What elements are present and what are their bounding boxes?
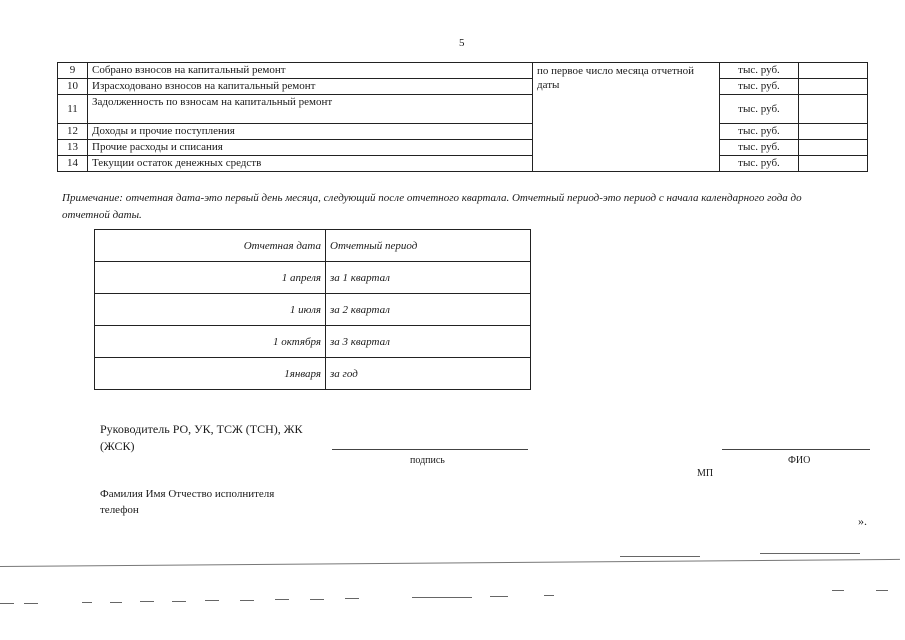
- scan-artifact-dash: [172, 601, 186, 602]
- row-number: 13: [58, 140, 88, 156]
- row-unit: тыс. руб.: [720, 63, 799, 79]
- report-period: за 2 квартал: [326, 294, 531, 326]
- report-date: 1 октября: [95, 326, 326, 358]
- row-name: Доходы и прочие поступления: [88, 124, 533, 140]
- signature-line: [332, 449, 528, 450]
- head-label-line1: Руководитель РО, УК, ТСЖ (ТСН), ЖК: [100, 422, 303, 436]
- fio-line: [722, 449, 870, 450]
- scan-artifact-dash: [832, 590, 844, 591]
- row-name: Прочие расходы и списания: [88, 140, 533, 156]
- table-row: [58, 63, 868, 79]
- report-date: 1 июля: [95, 294, 326, 326]
- scan-artifact-dash: [620, 556, 700, 557]
- row-number: 11: [58, 95, 88, 124]
- scan-artifact-dash: [544, 595, 554, 596]
- row-number: 9: [58, 63, 88, 79]
- fio-caption: ФИО: [788, 455, 811, 466]
- stamp-place-caption: МП: [697, 468, 714, 479]
- table-row: [58, 95, 868, 124]
- row-value: [799, 140, 868, 156]
- report-date: 1января: [95, 358, 326, 390]
- row-unit: тыс. руб.: [720, 124, 799, 140]
- scan-artifact-dash: [82, 602, 92, 603]
- head-label-line2: (ЖСК): [100, 439, 135, 453]
- row-unit: тыс. руб.: [720, 140, 799, 156]
- executor-name-label: Фамилия Имя Отчество исполнителя: [100, 488, 275, 500]
- row-name: Израсходовано взносов на капитальный ремонт: [88, 79, 533, 95]
- header-date: Отчетная дата: [95, 230, 326, 262]
- table-row: [58, 156, 868, 172]
- row-value: [799, 156, 868, 172]
- row-value: [799, 63, 868, 79]
- report-period: за 1 квартал: [326, 262, 531, 294]
- scan-artifact-dash: [412, 597, 472, 598]
- row-number: 12: [58, 124, 88, 140]
- table-row: [95, 358, 531, 390]
- note-text: Примечание: отчетная дата-это первый день месяца, следующий после отчетного квартала. Отчетный период-это период с начала календарного года до отчетной даты.: [62, 192, 802, 221]
- table-row: [95, 294, 531, 326]
- scan-artifact-line: [0, 559, 900, 567]
- row-unit: тыс. руб.: [720, 95, 799, 124]
- row-value: [799, 124, 868, 140]
- report-date: 1 апреля: [95, 262, 326, 294]
- row-number: 10: [58, 79, 88, 95]
- period-table: [94, 229, 531, 390]
- table-row: [58, 79, 868, 95]
- period-cell: по первое число месяца отчетной даты: [533, 63, 720, 172]
- closing-quote: ».: [858, 514, 867, 528]
- scan-artifact-dash: [205, 600, 219, 601]
- row-value: [799, 79, 868, 95]
- scan-artifact-dash: [140, 601, 154, 602]
- table-row: [95, 262, 531, 294]
- report-table: [57, 62, 868, 172]
- row-name: Задолженность по взносам на капитальный ремонт: [88, 95, 533, 124]
- table-row: [95, 326, 531, 358]
- page-number: 5: [459, 37, 465, 49]
- scan-artifact-dash: [0, 603, 14, 604]
- report-period: за год: [326, 358, 531, 390]
- scan-artifact-dash: [275, 599, 289, 600]
- scan-artifact-dash: [760, 553, 860, 554]
- table-row: [58, 124, 868, 140]
- scan-artifact-dash: [240, 600, 254, 601]
- table-row: [58, 140, 868, 156]
- row-number: 14: [58, 156, 88, 172]
- row-unit: тыс. руб.: [720, 156, 799, 172]
- scan-artifact-dash: [110, 602, 122, 603]
- scan-artifact-dash: [24, 603, 38, 604]
- scan-artifact-dash: [310, 599, 324, 600]
- row-name: Текущии остаток денежных средств: [88, 156, 533, 172]
- scan-artifact-dash: [345, 598, 359, 599]
- head-signature-label: [100, 421, 303, 455]
- row-unit: тыс. руб.: [720, 79, 799, 95]
- row-value: [799, 95, 868, 124]
- executor-phone-label: телефон: [100, 504, 139, 516]
- scan-artifact-dash: [876, 590, 888, 591]
- scan-artifact-dash: [490, 596, 508, 597]
- report-period: за 3 квартал: [326, 326, 531, 358]
- period-table-header: [95, 230, 531, 262]
- signature-caption: подпись: [410, 455, 445, 466]
- header-period: Отчетный период: [326, 230, 531, 262]
- row-name: Собрано взносов на капитальный ремонт: [88, 63, 533, 79]
- executor-block: [100, 486, 274, 518]
